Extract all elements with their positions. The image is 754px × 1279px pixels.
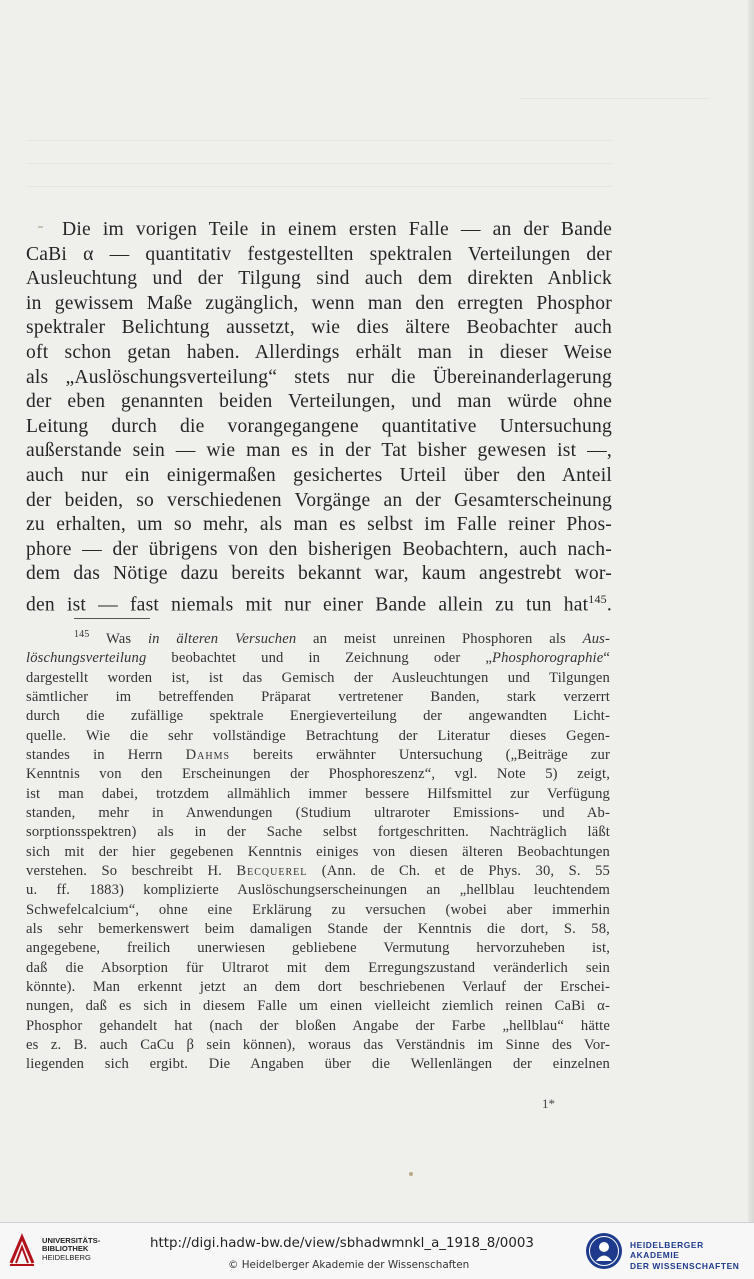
footnote-line: ist man dabei, trotzdem allmählich immer bessere Hilfsmittel zur Verfügung: [26, 785, 610, 802]
footnote-line: dargestellt worden ist, ist das Gemisch der Ausleuchtungen und Tilgungen: [26, 669, 610, 686]
body-line: zu erhalten, um so mehr, als man es selbst im Falle reiner Phos-: [26, 514, 612, 536]
copyright-text: © Heidelberger Akademie der Wissenschaften: [228, 1259, 470, 1271]
footnote-reference[interactable]: 145: [588, 591, 607, 606]
page-edge: [748, 0, 754, 1222]
footnote-line: liegenden sich ergibt. Die Angaben über die Wellenlängen der einzelnen: [26, 1056, 610, 1073]
body-line: den ist — fast niemals mit nur einer Bande allein zu tun hat$^{145}$.: [26, 591, 612, 616]
body-line: auch nur ein einigermaßen gesichertes Urteil über den Anteil: [26, 464, 612, 486]
footnote-line: u. ff. 1883) komplizierte Auslöschungserscheinungen an „hellblau leuchtendem: [26, 882, 610, 899]
body-line: oft schon getan haben. Allerdings erhält man in dieser Weise: [26, 341, 612, 363]
library-name[interactable]: [42, 1237, 100, 1262]
footnote-line: nungen, daß es sich in diesem Falle um einen vielleicht ziemlich reinen CaBi α-: [26, 998, 610, 1015]
footnote-line: Kenntnis von den Erscheinungen der Phosphoreszenz“, vgl. Note 5) zeigt,: [26, 766, 610, 783]
footnote-line: standen, mehr in Anwendungen (Studium ultraroter Emissions- und Ab-: [26, 804, 610, 821]
academy-seal-icon[interactable]: [585, 1232, 623, 1270]
footnote-rule: [74, 618, 150, 619]
signature-mark: 1*: [542, 1096, 555, 1111]
footnote-text: [26, 625, 610, 1075]
body-line: dem das Nötige dazu bereits bekannt war, kaum angestrebt wor-: [26, 563, 612, 585]
footnote-line: als sehr bemerkenswert beim damaligen Stande der Kenntnis die dort, S. 58,: [26, 921, 610, 938]
academy-line: DER WISSENSCHAFTEN: [630, 1260, 740, 1271]
academy-name[interactable]: [630, 1240, 754, 1271]
footnote-line: sich mit der hier gegebenen Kenntnis einiges von diesen älteren Beobachtungen: [26, 843, 610, 860]
footnote-line: angegebene, freilich unerwiesen gebliebene Vermutung hervorzuheben ist,: [26, 940, 610, 957]
footnote-line: standes in Herrn Dahms bereits erwähnter Untersuchung („Beiträge zur: [26, 746, 611, 763]
footnote-number: 145: [74, 629, 90, 640]
footnote-line: quelle. Wie die sehr vollständige Betrachtung der Literatur dieses Gegen-: [26, 727, 610, 744]
academy-line: HEIDELBERGER AKADEMIE: [630, 1240, 704, 1261]
library-line: UNIVERSITÄTS-: [42, 1236, 101, 1245]
body-line: als „Auslöschungsverteilung“ stets nur die Übereinanderlagerung: [26, 366, 612, 388]
ub-heidelberg-logo-icon[interactable]: [8, 1233, 36, 1269]
body-line: Leitung durch die vorangegangene quantitative Untersuchung: [26, 415, 612, 437]
footnote-line: Phosphor gehandelt hat (nach der bloßen Angabe der Farbe „hellblau“ hätte: [26, 1017, 610, 1034]
body-line: spektraler Belichtung aussetzt, wie dies ältere Beobachter auch: [26, 317, 612, 339]
library-line: BIBLIOTHEK: [42, 1244, 89, 1254]
bleed-through-line: [26, 163, 612, 164]
footnote-line: sorptionsspektren) als in der Sache selbst fortgeschritten. Nachträglich läßt: [26, 824, 610, 841]
bleed-through-line: [26, 140, 612, 141]
body-line: Die im vorigen Teile in einem ersten Falle — an der Bande: [62, 219, 612, 240]
body-line: phore — der übrigens von den bisherigen Beobachtern, auch nach-: [26, 538, 612, 560]
body-line: der eben genannten beiden Verteilungen, und man würde ohne: [26, 391, 612, 413]
body-line: CaBi α — quantitativ festgestellten spektralen Verteilungen der: [26, 243, 612, 265]
bleed-through-line: [26, 186, 612, 187]
footnote-line: verstehen. So beschreibt H. Becquerel (Ann. de Ch. et de Phys. 30, S. 55: [26, 862, 610, 879]
source-url-link[interactable]: http://digi.hadw-bw.de/view/sbhadwmnkl_a_1918_8/0003: [150, 1236, 534, 1251]
footnote-line: löschungsverteilung beobachtet und in Zeichnung oder „Phosphorographie“: [26, 650, 610, 667]
library-line: HEIDELBERG: [42, 1252, 91, 1262]
paper-speck: [409, 1172, 413, 1176]
footnote-line: es z. B. auch CaCu β sein können), woraus das Verständnis im Sinne des Vor-: [26, 1037, 610, 1054]
bleed-through-line: [520, 98, 710, 99]
footnote-line: durch die zufällige spektrale Energieverteilung der angewandten Licht-: [26, 708, 610, 725]
footnote-line: Schwefelcalcium“, ohne eine Erklärung zu versuchen (wobei aber immerhin: [26, 901, 610, 918]
body-line: der beiden, so verschiedenen Vorgänge an der Gesamterscheinung: [26, 489, 612, 511]
footnote-line: $^{145}$ Was in älteren Versuchen an meist unreinen Phosphoren als Aus-: [74, 629, 611, 647]
footnote-line: sämtlicher im betreffenden Präparat vertretener Banden, stark verzerrt: [26, 688, 610, 705]
body-line: Ausleuchtung und der Tilgung sind auch dem direkten Anblick: [26, 268, 612, 290]
body-line: in gewissem Maße zugänglich, wenn man den erregten Phosphor: [26, 292, 612, 314]
body-paragraph: [26, 218, 612, 618]
footnote-line: daß die Absorption für Ultrarot mit dem Erregungszustand veränderlich sein: [26, 959, 610, 976]
body-line: außerstande sein — wie man es in der Tat bisher gewesen ist —,: [26, 440, 612, 462]
footnote-line: könnte). Man erkennt jetzt an dem dort beschriebenen Verlauf der Erschei-: [26, 979, 610, 996]
viewer-footer: [0, 1222, 754, 1279]
